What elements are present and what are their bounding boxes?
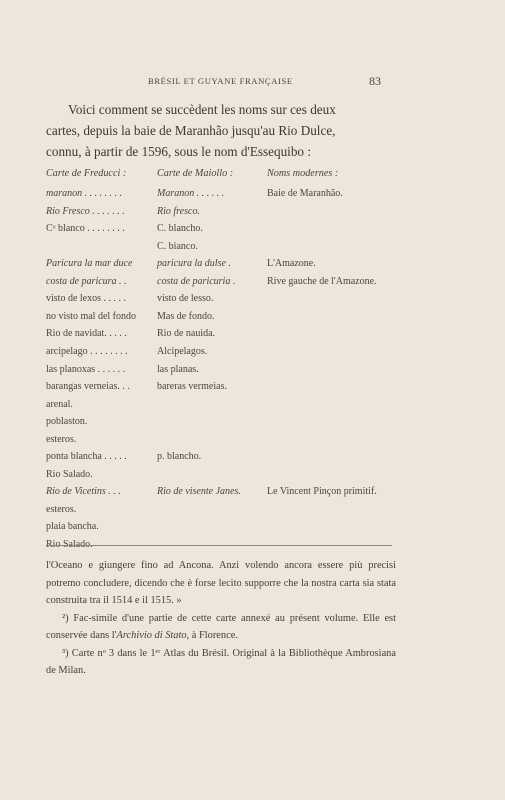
- table-row: [46, 241, 426, 257]
- maiollo-name-cell: C. blancho.: [157, 223, 203, 235]
- freducci-name-cell: barangas verneias. . .: [46, 381, 130, 393]
- table-row: [46, 223, 426, 239]
- freducci-name-cell: Rio Salado.: [46, 468, 93, 480]
- table-row: [46, 469, 426, 485]
- maiollo-name-cell: Mas de fondo.: [157, 310, 215, 322]
- freducci-name-cell: esteros.: [46, 503, 77, 515]
- maiollo-name-cell: Rio de nauida.: [157, 328, 216, 340]
- modern-name-cell: Le Vincent Pinçon primitif.: [267, 486, 377, 498]
- freducci-name-cell: visto de lexos . . . . .: [46, 293, 126, 305]
- footnote-continuation: l'Oceano e giungere fino ad Ancona. Anzi volendo ancora essere più precisi potremo concludere, dicendo che è forse lecito supporre che la nostra carta sia stata construita tra il 1514 e il 1515. »: [46, 560, 396, 606]
- maiollo-name-cell: Rio de visente Janes.: [157, 486, 241, 498]
- page-number: 83: [369, 74, 381, 88]
- maiollo-name-cell: Rio fresco.: [157, 205, 200, 217]
- maiollo-name-cell: C. bianco.: [157, 240, 198, 252]
- intro-line: connu, à partir de 1596, sous le nom d'Essequibo :: [46, 144, 311, 159]
- freducci-name-cell: Paricura la mar duce: [46, 258, 133, 270]
- freducci-name-cell: Rio de navidat. . . . .: [46, 328, 127, 340]
- table-row: [46, 539, 426, 555]
- freducci-name-cell: plaia bancha.: [46, 521, 99, 533]
- freducci-name-cell: no visto mal del fondo: [46, 310, 136, 322]
- footnote-2-text-b: , à Florence.: [186, 630, 238, 641]
- freducci-name-cell: Rio Salado.: [46, 539, 93, 550]
- freducci-name-cell: arenal.: [46, 398, 73, 410]
- table-row: [46, 293, 426, 309]
- footnote-2-archive: Archivio di Stato: [116, 630, 187, 641]
- table-row: [46, 451, 426, 467]
- intro-line: Voici comment se succèdent les noms sur ces deux: [68, 102, 336, 117]
- footnotes: [46, 557, 396, 680]
- table-row: [46, 311, 426, 327]
- maiollo-name-cell: Alcipelagos.: [157, 345, 208, 357]
- footnote-3: [46, 645, 396, 680]
- footnote-divider: [46, 545, 392, 546]
- table-row: [46, 276, 426, 292]
- running-title: BRÉSIL ET GUYANE FRANÇAISE: [148, 76, 293, 86]
- modern-name-cell: Baie de Maranhão.: [267, 188, 343, 199]
- table-row: [46, 364, 426, 380]
- freducci-name-cell: Rio de Vicetins . . .: [46, 486, 121, 498]
- freducci-name-cell: arcipelago . . . . . . . .: [46, 345, 128, 357]
- table-row: [46, 399, 426, 415]
- footnote-2-mark: ²): [62, 612, 69, 624]
- column-header-freducci: Carte de Freducci :: [46, 168, 127, 179]
- column-header-maiollo: Carte de Maiollo :: [157, 168, 234, 179]
- footnote-2: [46, 610, 396, 645]
- freducci-name-cell: las planoxas . . . . . .: [46, 363, 126, 375]
- modern-name-cell: Rive gauche de l'Amazone.: [267, 275, 377, 287]
- freducci-name-cell: maranon . . . . . . . .: [46, 188, 123, 199]
- maiollo-name-cell: las planas.: [157, 363, 199, 375]
- footnote-2-text-a: Fac-simile d'une partie de cette carte annexé au présent volume. Elle est conservée dans l': [46, 612, 396, 641]
- maiollo-name-cell: Maranon . . . . . .: [157, 188, 225, 199]
- maiollo-name-cell: paricura la dulse .: [157, 258, 231, 270]
- table-row: [46, 258, 426, 274]
- footnote-3-mark: ³): [62, 647, 69, 659]
- table-row: [46, 416, 426, 432]
- table-row: [46, 346, 426, 362]
- table-row: [46, 381, 426, 397]
- table-row: [46, 188, 426, 204]
- maiollo-name-cell: p. blancho.: [157, 451, 202, 463]
- freducci-name-cell: ponta blancha . . . . .: [46, 451, 127, 463]
- freducci-name-cell: Rio Fresco . . . . . . .: [46, 205, 125, 217]
- maiollo-name-cell: visto de lesso.: [157, 293, 214, 305]
- freducci-name-cell: esteros.: [46, 433, 77, 445]
- table-row: [46, 486, 426, 502]
- table-row: [46, 328, 426, 344]
- modern-name-cell: L'Amazone.: [267, 258, 316, 270]
- column-header-modern-names: Noms modernes :: [267, 168, 339, 179]
- intro-line: cartes, depuis la baie de Maranhão jusqu'au Rio Dulce,: [46, 123, 336, 138]
- table-row: [46, 434, 426, 450]
- maiollo-name-cell: bareras vermeias.: [157, 381, 227, 393]
- table-row: [46, 521, 426, 537]
- intro-paragraph: [46, 99, 411, 162]
- freducci-name-cell: costa de paricura . .: [46, 275, 127, 287]
- freducci-name-cell: Cᵒ blanco . . . . . . . .: [46, 223, 125, 235]
- maiollo-name-cell: costa de paricuria .: [157, 275, 236, 287]
- footnote-3-text: Carte nᵒ 3 dans le 1ᵉʳ Atlas du Brésil. Original à la Bibliothèque Ambrosiana de Milan.: [46, 647, 396, 676]
- table-row: [46, 206, 426, 222]
- table-row: [46, 504, 426, 520]
- freducci-name-cell: poblaston.: [46, 416, 88, 428]
